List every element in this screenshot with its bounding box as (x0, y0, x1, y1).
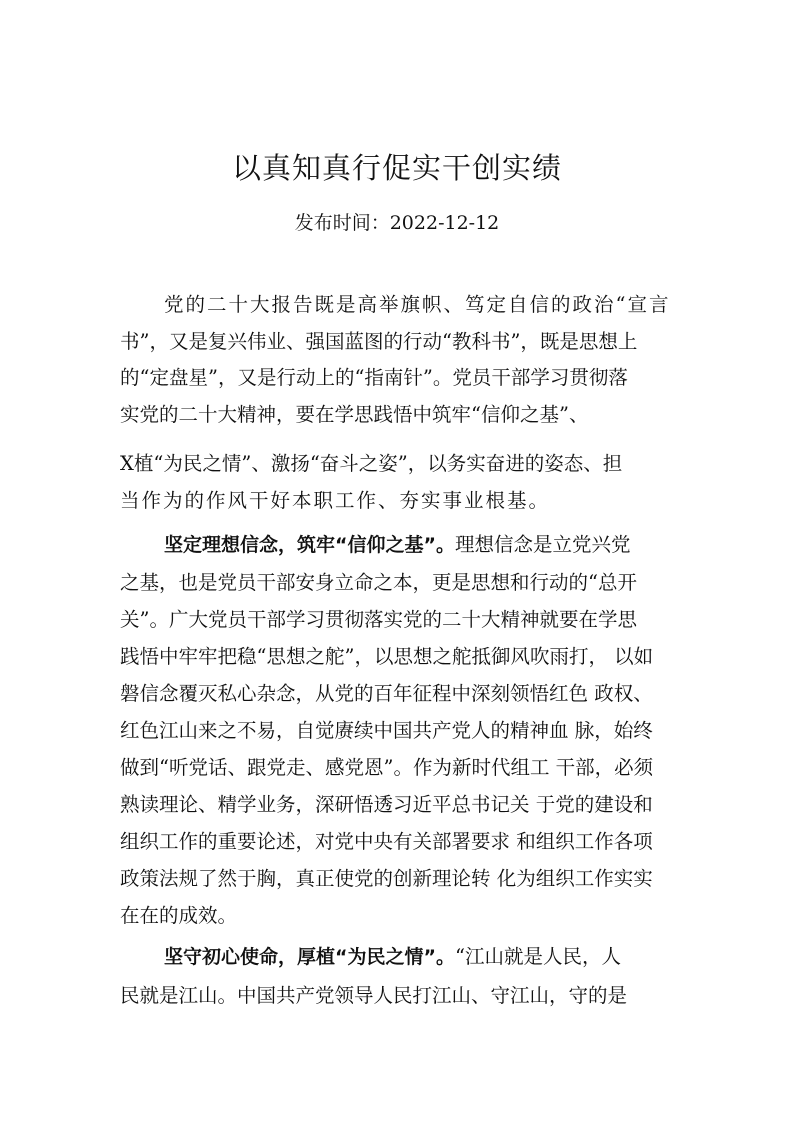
paragraph-line: 做到“听党话、跟党走、感党恩”。作为新时代组工 干部，必须 (120, 756, 654, 779)
document-title: 以真知真行促实干创实绩 (231, 151, 562, 185)
paragraph-line: 红色江山来之不易，自觉赓续中国共产党人的精神血 脉，始终 (120, 719, 653, 742)
paragraph-line: 磐信念覆灭私心杂念，从党的百年征程中深刻领悟红色 政权、 (120, 682, 653, 705)
paragraph-line: 践悟中牢牢把稳“思想之舵”，以思想之舵抵御风吹雨打， 以如 (120, 645, 654, 668)
paragraph-line: 实党的二十大精神，要在学思践悟中筑牢“信仰之基”、 (120, 403, 589, 426)
publish-date: 发布时间：2022-12-12 (294, 212, 500, 234)
paragraph-line: 民就是江山。中国共产党领导人民打江山、守江山，守的是 (120, 984, 628, 1007)
paragraph-line: 组织工作的重要论述，对党中央有关部署要求 和组织工作各项 (120, 830, 653, 853)
paragraph-text: “江山就是人民，人 (454, 945, 621, 968)
section-heading: 坚守初心使命，厚植“为民之情”。 (164, 946, 455, 968)
paragraph-line: 党的二十大报告既是高举旗帜、笃定自信的政治“宣言 (164, 293, 671, 316)
paragraph-line: X植“为民之情”、激扬“奋斗之姿”，以务实奋进的姿态、担 (120, 452, 623, 475)
paragraph-line: 书”，又是复兴伟业、强国蓝图的行动“教科书”，既是思想上 (120, 330, 638, 353)
paragraph-line: 熟读理论、精学业务，深研悟透习近平总书记关 于党的建设和 (120, 793, 653, 816)
paragraph-text: 理想信念是立党兴党 (454, 533, 631, 556)
paragraph-line: 之基，也是党员干部安身立命之本，更是思想和行动的“总开 (120, 571, 637, 594)
section-heading-line (164, 943, 724, 971)
paragraph-line: 在在的成效。 (120, 904, 238, 927)
section-heading: 坚定理想信念，筑牢“信仰之基”。 (164, 534, 455, 556)
paragraph-line: 的“定盘星”，又是行动上的“指南针”。党员干部学习贯彻落 (120, 366, 628, 389)
paragraph-line: 关”。广大党员干部学习贯彻落实党的二十大精神就要在学思 (120, 608, 637, 631)
paragraph-line: 政策法规了然于胸，真正使党的创新理论转 化为组织工作实实 (120, 867, 653, 890)
section-heading-line (164, 531, 724, 559)
paragraph-line: 当作为的作风干好本职工作、夯实事业根基。 (120, 489, 551, 512)
